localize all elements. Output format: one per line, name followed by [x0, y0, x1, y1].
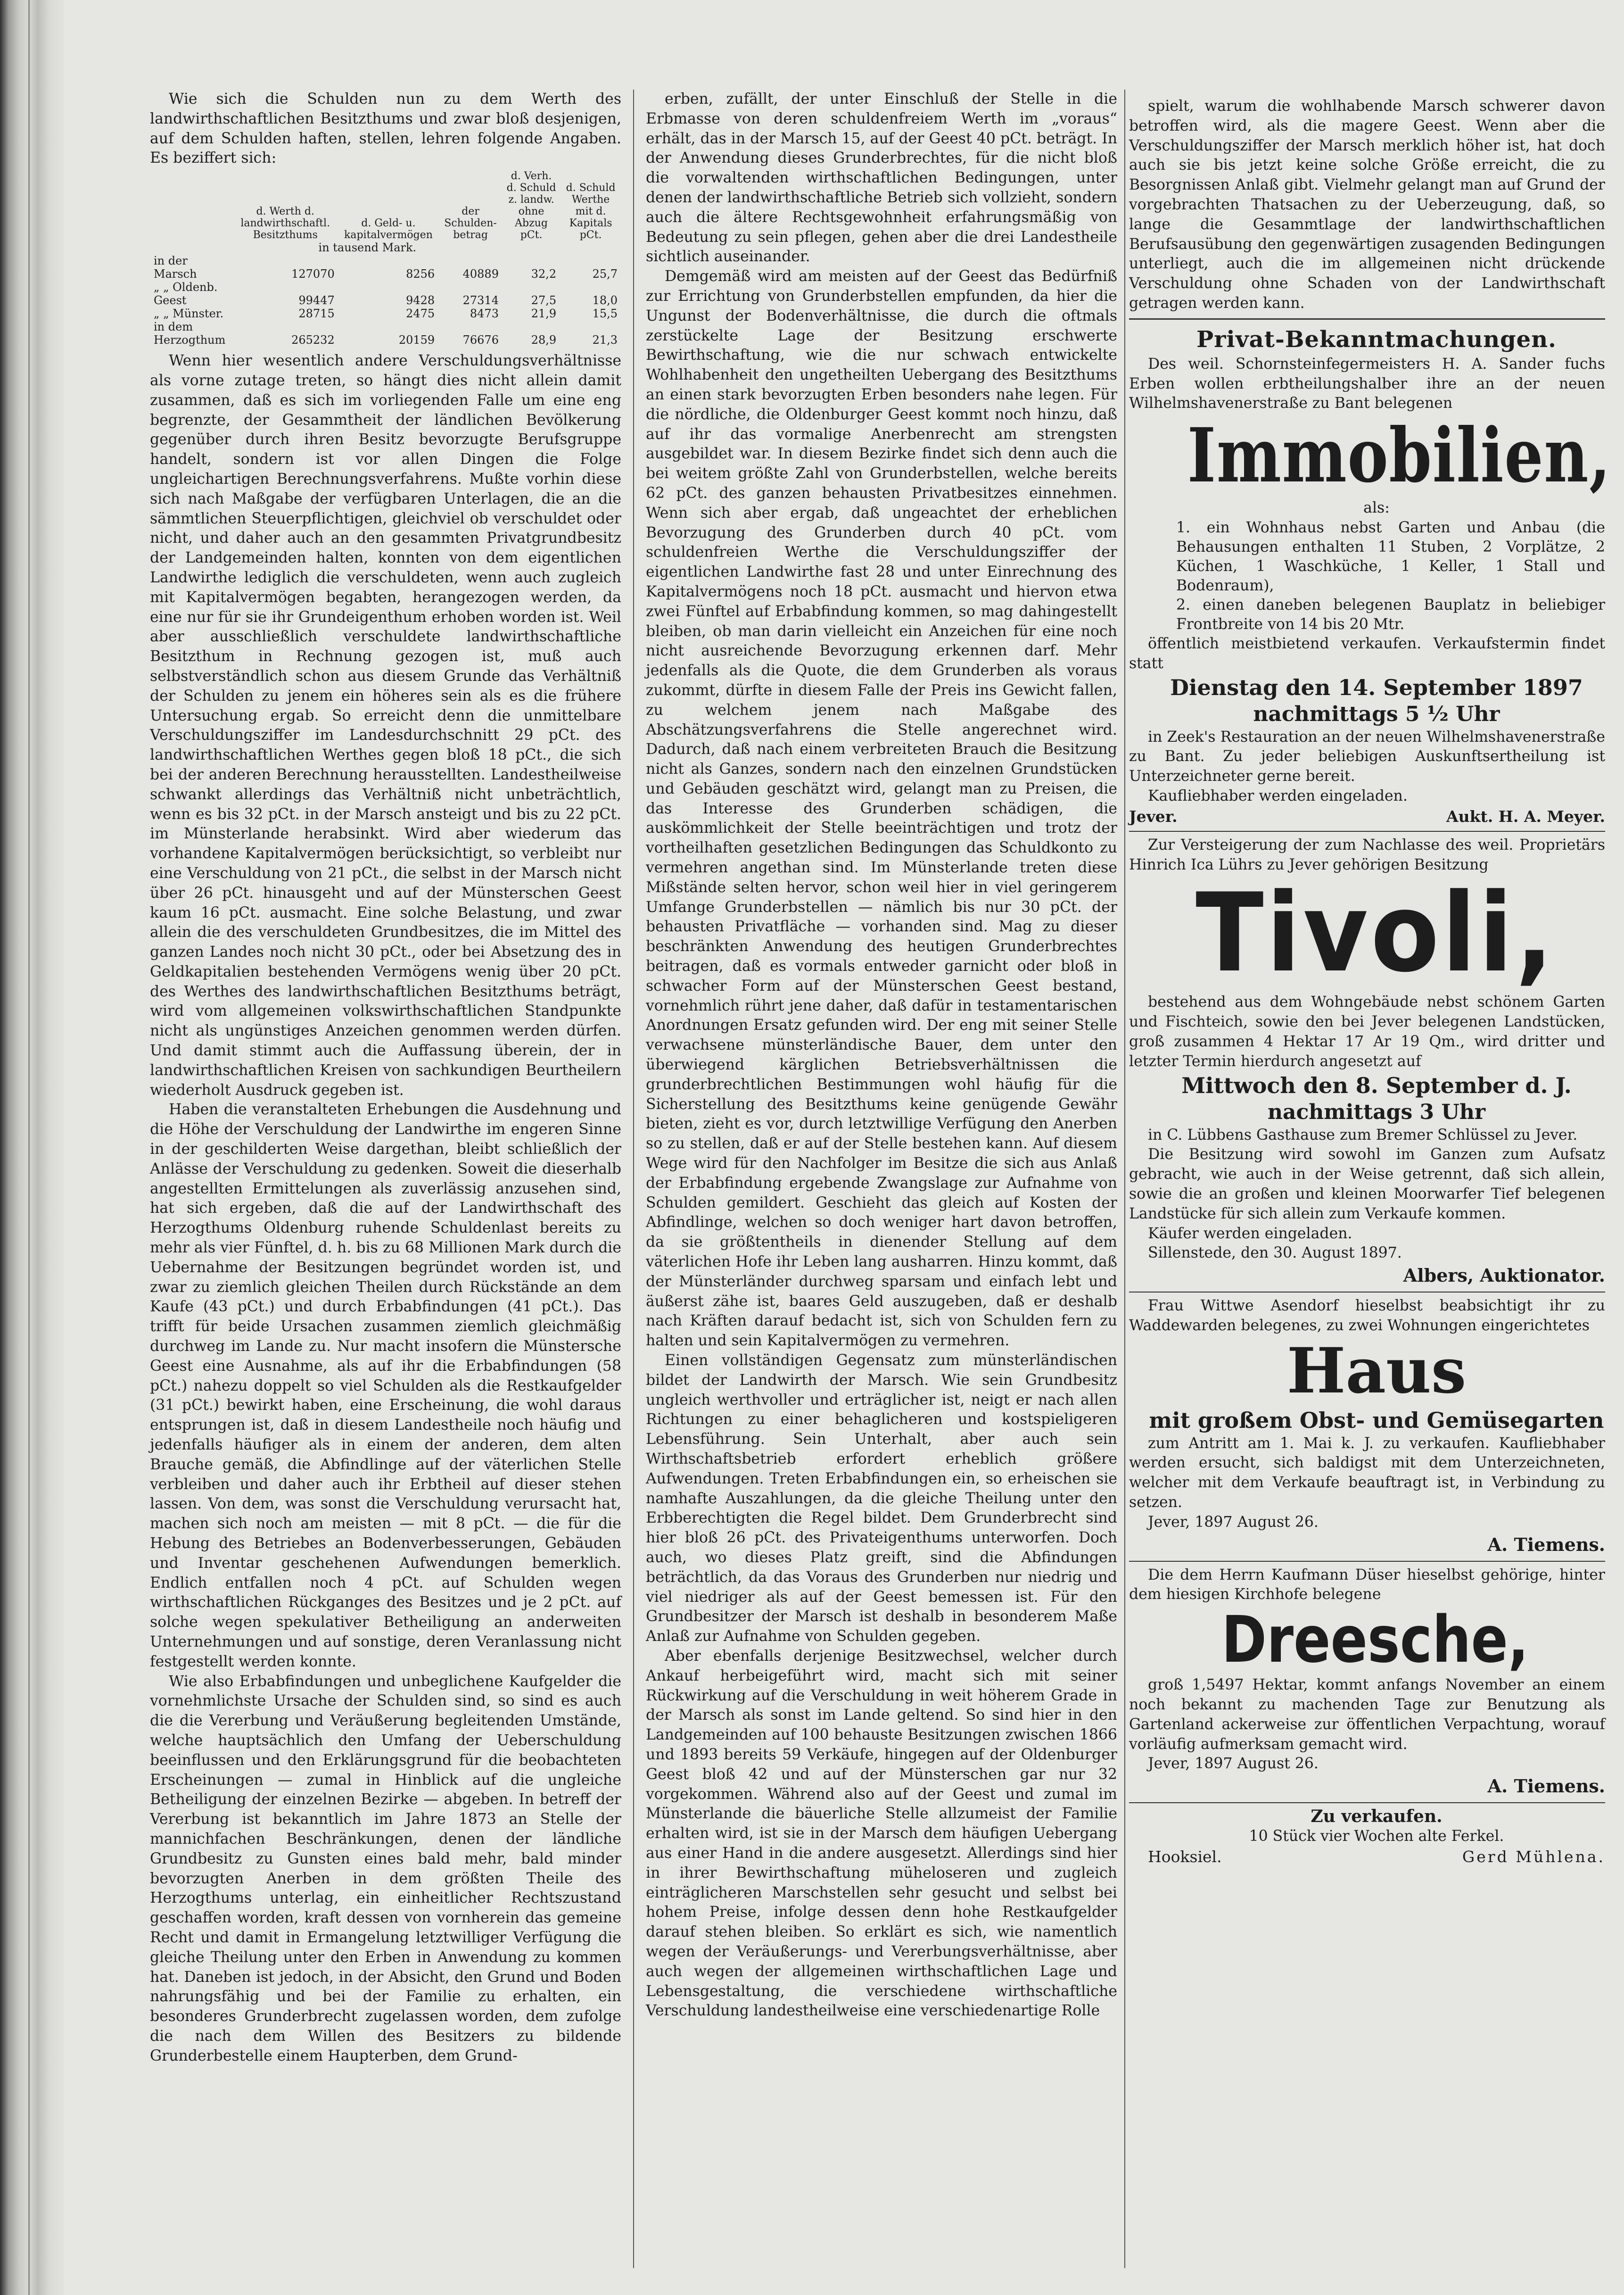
table-cell: 28,9 [531, 333, 557, 347]
col1-paragraph-2: Wenn hier wesentlich andere Verschuldungsverhältnisse als vorne zutage treten, so hängt dies nicht allein damit zusammen, daß es sich im vorliegenden Falle um eine eng begrenzte, der Gesammtheit der ländlichen Bevölkerung gegenüber durch ihren Besitz bevorzugte Berufsgruppe handelt, sondern ist vor allen Dingen die Folge ungleichartigen Berechnungsverfahrens. Mußte vorhin diese sich nach Maßgabe der verfügbaren Unterlagen, die an die sämmtlichen Steuerpflichtigen, gleichviel ob verschuldet oder nicht, und daher auch an den gesammten Privatgrundbesitz der Landgemeinden halten, konnten von dem eigentlichen Landwirthe lediglich die verschuldeten, wenn auch zugleich mit Kapitalvermögen begabten, herangezogen werden, da eine nur für sie ihr Grundeigenthum erhoben worden ist. Weil aber ausschließlich verschuldete landwirthschaftliche Besitzthum in Rechnung gezogen ist, muß auch selbstverständlich schon aus diesem Grunde das Verhältniß der Schulden zu jenem ein höheres sein als es die frühere Untersuchung ergab. So erreicht denn die unmittelbare Verschuldungsziffer im Landesdurchschnitt 29 pCt. des landwirthschaftlichen Werthes gegen bloß 18 pCt., die sich bei der anderen Berechnung herausstellten. Landestheilweise schwankt allerdings das Verhältniß nicht unbeträchtlich, wenn es bis 32 pCt. in der Marsch ansteigt und bis zu 22 pCt. im Münsterlande herabsinkt. Wird aber wiederum das vorhandene Kapitalvermögen berücksichtigt, so verbleibt nur eine Verschuldung von 21 pCt., die selbst in der Marsch nicht über 26 pCt. hinausgeht und auf der Münsterschen Geest kaum 16 pCt. ausmacht. Eine solche Belastung, und zwar allein die des verschuldeten Grundbesitzes, die im Mittel des ganzen Landes noch nicht 30 pCt., oder bei Absetzung des in Geldkapitalien bestehenden Vermögens wenig über 20 pCt. des Werthes des landwirthschaftlichen Besitzthums beträgt, wird vom allgemeinen volkswirthschaftlichen Standpunkte nicht als ungünstiges Anzeichen genommen werden dürfen. Und damit stimmt auch die Auffassung überein, der in landwirthschaftlichen Kreisen von sachkundigen Beurtheilern wiederholt Ausdruck gegeben ist. [150, 352, 621, 1099]
ad-title: Tivoli, [1195, 870, 1556, 997]
table-cell: 18,0 [592, 294, 618, 307]
ad-invite: Käufer werden eingeladen. [1148, 1225, 1352, 1242]
col1-paragraph-3: Haben die veranstalteten Erhebungen die Ausdehnung und die Höhe der Verschuldung der Landwirthe im engeren Sinne in der geschilderten Weise dargethan, bleibt schließlich der Anlässe der Verschuldung zu gedenken. Soweit die dieserhalb angestellten Ermittelungen als zuverlässig anzusehen sind, hat sich ergeben, daß die auf der Landwirthschaft des Herzogthums Oldenburg ruhende Schuldenlast bereits zu mehr als vier Fünftel, d. h. bis zu 68 Millionen Mark durch die Uebernahme der Besitzungen begründet worden ist, und zwar zu ziemlich gleichen Theilen durch Rückstände an dem Kaufe (43 pCt.) und durch Erbabfindungen (41 pCt.). Das trifft für beide Ursachen zusammen ziemlich gleichmäßig durchweg im Lande zu. Nur macht insofern die Münstersche Geest eine Ausnahme, als auf ihr die Erbabfindungen (58 pCt.) nahezu doppelt so viel Schulden als die Restkaufgelder (31 pCt.) bewirkt haben, eine Erscheinung, die wohl daraus entsprungen ist, daß in diesem Landestheile noch häufig und jedenfalls häufiger als in einem der anderen, dem alten Brauche gemäß, die Abfindlinge auf der väterlichen Stelle verbleiben und daher auch ihr Erbtheil auf dieser stehen lassen. Von dem, was sonst die Verschuldung verursacht hat, machen sich noch am meisten — mit 8 pCt. — die für die Hebung des Betriebes an Bodenverbesserungen, Gebäuden und Inventar geschehenen Aufwendungen bemerklich. Endlich entfallen noch 4 pCt. auf Schulden wegen wirthschaftlichen Rückganges des Besitzes und je 2 pCt. auf solche wegen spekulativer Betheiligung an anderweiten Unternehmungen und auf sonstige, deren Veranlassung nicht festgestellt werden konnte. [150, 1101, 621, 1670]
table-cell: 265232 [291, 333, 335, 347]
ad-body: zum Antritt am 1. Mai k. J. zu verkaufen. Kaufliebhaber werden ersucht, sich baldigst mit dem Unterzeichneten, welcher mit dem Verkaufe beauftragt ist, in Verbindung zu setzen. [1129, 1434, 1605, 1511]
table-header: d. Geld- u. kapitalvermögen [344, 217, 433, 241]
col2-paragraph-3: Einen vollständigen Gegensatz zum münsterländischen bildet der Landwirth der Marsch. Wie sein Grundbesitz ungleich werthvoller und erträglicher ist, neigt er nach allen Richtungen zu einer behaglicheren und kostspieligeren Lebensführung. Sein Unterhalt, aber auch sein Wirthschaftsbetrieb erfordert erheblich größere Aufwendungen. Treten Erbabfindungen ein, so erheischen sie namhafte Auszahlungen, da die gleiche Theilung unter den Erbberechtigten die Regel bildet. Dem Grunderbrecht sind hier bloß 26 pCt. des Privateigenthums unterworfen. Doch auch, wo dieses Platz greift, sind die Abfindungen beträchtlich, da das Voraus des Grunderben nur niedrig und viel niedriger als auf der Geest bemessen ist. Für den Grundbesitzer der Marsch ist deshalb in besonderem Maße Anlaß zur Aufnahme von Schulden gegeben. [646, 1352, 1117, 1645]
ad-sign-name: Gerd Mühlena. [1462, 1847, 1605, 1866]
table-cell: 40889 [462, 267, 499, 281]
table-cell: 21,3 [592, 333, 618, 347]
table-cell: 20159 [398, 333, 435, 347]
table-cell: 27314 [462, 294, 499, 307]
table-cell: 32,2 [531, 267, 557, 281]
table-row [150, 307, 621, 320]
table-cell: „ „ Oldenb. Geest [154, 281, 218, 307]
table-cell: 21,9 [531, 307, 557, 321]
ad-text: bestehend aus dem Wohngebäude nebst schönem Garten und Fischteich, sowie den bei Jever belegenen Landstücken, groß zusammen 4 Hektar 17 Ar 19 Qm., wird dritter und letzter Termin hierdurch angesetzt auf [1129, 994, 1605, 1070]
ad-divider [1129, 831, 1605, 832]
ad-als: als: [1363, 499, 1390, 517]
ad-sign-name: Aukt. H. A. Meyer. [1446, 807, 1605, 826]
table-cell: 8256 [406, 267, 435, 281]
ad-body: 10 Stück vier Wochen alte Ferkel. [1249, 1828, 1504, 1845]
ad-intro: Die dem Herrn Kaufmann Düser hieselbst gehörige, hinter dem hiesigen Kirchhofe belegene [1129, 1566, 1605, 1603]
ad-place-date: Jever, 1897 August 26. [1148, 1513, 1319, 1531]
column-2 [646, 90, 1117, 2021]
table-cell: 2475 [406, 307, 435, 321]
table-cell: 25,7 [592, 267, 618, 281]
ad-body: Die Besitzung wird sowohl im Ganzen zum Aufsatz gebracht, wie auch in der Weise getrennt, daß sich allein, sowie die an großen und kleinen Moorwarfer Tief belegenen Landstücke für sich allein zum Verkaufe kommen. [1129, 1146, 1605, 1222]
table-header-row [150, 170, 621, 241]
table-cell: in dem Herzogthum [154, 320, 226, 347]
table-cell: 76676 [462, 333, 499, 347]
table-cell: 9428 [406, 294, 435, 307]
ad-ferkel [1129, 1807, 1605, 1867]
table-cell: in der Marsch [154, 254, 197, 281]
col2-paragraph-1: erben, zufällt, der unter Einschluß der Stelle in die Erbmasse von deren schuldenfreiem Werth im „voraus“ erhält, das in der Marsch 15, auf der Geest 40 pCt. beträgt. In der Anwendung dieses Grunderbrechtes, für die nicht bloß die vorwaltenden wirthschaftlichen Bedingungen, unter denen der landwirthschaftliche Betrieb sich vollzieht, sondern auch die ältere Rechtsgewohnheit erfahrungsmäßig von Bedeutung zu sein pflegen, gehen aber die drei Landestheile sichtlich auseinander. [646, 91, 1117, 265]
ad-divider [1129, 1561, 1605, 1562]
table-cell: 8473 [470, 307, 499, 321]
table-header: d. Schuld Werthe mit d. Kapitals pCt. [566, 182, 616, 241]
ad-item-list [1129, 518, 1605, 634]
ad-signature [1129, 806, 1605, 827]
ad-body: groß 1,5497 Hektar, kommt anfangs November an einem noch bekannt zu machenden Tage zur Benutzung als Gartenland ackerweise zur öffentlichen Verpachtung, worauf vorläufig aufmerksam gemacht wird. [1129, 1676, 1605, 1753]
table-cell: 15,5 [592, 307, 618, 321]
ad-date: Dienstag den 14. September 1897 [1170, 674, 1583, 700]
table-header [150, 170, 232, 241]
table-row [150, 281, 621, 307]
table-cell: „ „ Münster. [154, 307, 224, 321]
ad-signature: A. Tiemens. [1487, 1533, 1605, 1555]
table-cell: 28715 [298, 307, 335, 321]
section-divider [1129, 318, 1605, 320]
table-row [150, 320, 621, 347]
table-cell: 99447 [298, 294, 335, 307]
col1-paragraph-4: Wie also Erbabfindungen und unbeglichene Kaufgelder die vornehmlichste Ursache der Schulden sind, so sind es auch die die Vererbung und Veräußerung begleitenden Umstände, welche hauptsächlich den Umfang der Ueberschuldung beeinflussen und den Erklärungsgrund für die beobachteten Erscheinungen — zumal in Hinblick auf die ungleiche Betheiligung der einzelnen Bezirke — abgeben. In betreff der Vererbung ist bekanntlich im Jahre 1873 an Stelle der mannichfachen Beschränkungen, denen der ländliche Grundbesitz zu Gunsten eines bald mehr, bald minder bevorzugten Anerben in dem größten Theile des Herzogthums unterlag, ein einheitlicher Rechtszustand geschaffen worden, kraft dessen von vornherein das gemeine Recht und damit in Ermangelung letztwilliger Verfügung die gleiche Theilung unter den Erben in Anwendung zu kommen hat. Daneben ist jedoch, in der Absicht, den Grund und Boden nahrungsfähig und bei der Familie zu erhalten, ein besonderes Grunderbrecht zugelassen worden, dem zufolge die nach dem Willen des Besitzers zu bildende Grunderbestelle einem Haupterben, dem Grund- [150, 1673, 621, 2064]
ad-title: Immobilien, [1187, 412, 1611, 500]
col2-paragraph-2: Demgemäß wird am meisten auf der Geest das Bedürfniß zur Errichtung von Grunderbstellen empfunden, da hier die Ungunst der Bodenverhältnisse, die durch die oftmals zerstückelte Lage der Besitzung erschwerte Bewirthschaftung, wie die nur schwach entwickelte Wohlhabenheit den ungetheilten Uebergang des Besitzthums an einen stark bevorzugten Erben besonders nahe legen. Für die nördliche, die Oldenburger Geest kommt noch hinzu, daß auf ihr das vormalige Anerbenrecht am strengsten ausgebildet war. In diesem Bezirke findet sich denn auch die bei weitem größte Zahl von Grunderbstellen, welche bereits 62 pCt. des ganzen behausten Privatbesitzes einnehmen. Wenn sich aber ergab, daß ungeachtet der erheblichen Bevorzugung des Grunderben durch 40 pCt. vom schuldenfreien Werthe die Verschuldungsziffer der eigentlichen Landwirthe fast 28 und unter Einrechnung des Kapitalvermögens noch 18 pCt. ausmacht und hiervon etwa zwei Fünftel auf Erbabfindung kommen, so mag dahingestellt bleiben, ob man darin vielleicht ein Anzeichen für eine noch nicht ausreichende Bevorzugung erkennen darf. Mehr jedenfalls als die Quote, die dem Grunderben als voraus zukommt, dürfte in diesem Falle der Preis ins Gewicht fallen, zu welchem jenem nach Maßgabe des Abschätzungsverfahrens die Stelle angerechnet wird. Dadurch, daß nach einem verbreiteten Brauch die Besitzung nicht als Ganzes, sondern nach den einzelnen Grundstücken und Gebäuden geschätzt wird, gelangt man zu Preisen, die das Interesse des Grunderben schädigen, die auskömmlichkeit der Stelle beeinträchtigen und trotz der vortheilhaften gesetzlichen Bedingungen das Schuldkonto zu vermehren angethan sind. Im Münsterlande treten diese Mißstände selten hervor, schon weil hier in viel geringerem Umfange Grunderbstellen — nämlich bis nur 30 pCt. der behausten Privatfläche — vorhanden sind. Mag zu dieser beschränkten Anwendung des heutigen Grunderbrechtes beitragen, daß es vormals entweder garnicht oder bloß in schwacher Form auf der Münsterschen Geest bestand, vornehmlich rührt jene daher, daß dafür in testamentarischen Anordnungen Ersatz gefunden wird. Der eng mit seiner Stelle verwachsene münsterländische Bauer, dem unter den überwiegend kärglichen Betriebsverhältnissen die grunderbrechtlichen Bestimmungen wohl häufig für die Sicherstellung des Besitzthums keine genügende Gewähr bieten, zieht es vor, durch letztwillige Verfügung den Anerben so zu stellen, daß er auf der Stelle bestehen kann. Auf diesem Wege wird für den Nachfolger im Besitze die sich aus Anlaß der Erbabfindung ergebende Zwangslage zur Aufnahme von Schulden gemildert. Geschieht das gleich auf Kosten der Abfindlinge, welchen so doch weniger hart davon betroffen, da sie größtentheils in dienender Stellung auf dem väterlichen Hofe ihr Leben lang ausharren. Hinzu kommt, daß der Münsterländer durchweg sparsam und einfach lebt und äußerst zähe ist, baares Geld auszugeben, daß er deshalb nach Kräften darauf bedacht ist, sich von Schulden fern zu halten und sein Kapitalvermögen zu vermehren. [646, 268, 1117, 1350]
col2-paragraph-4: Aber ebenfalls derjenige Besitzwechsel, welcher durch Ankauf herbeigeführt wird, macht sich mit seiner Rückwirkung auf die Verschuldung in weit höherem Grade in der Marsch als sonst im Lande geltend. So sind hier in den Landgemeinden auf 100 behauste Besitzungen zwischen 1866 und 1893 bereits 59 Verkäufe, hingegen auf der Oldenburger Geest bloß 42 und auf der Münsterschen gar nur 32 vorgekommen. Während also auf der Geest und zumal im Münsterlande die bäuerliche Stelle allzumeist der Familie erhalten wird, ist sie in der Marsch dem häufigen Uebergang aus einer Hand in die andere ausgesetzt. Allerdings sind hier in ihrer Bewirthschaftung müheloseren und zugleich einträglicheren Marschstellen sehr gesucht und selbst bei hohem Preise, infolge dessen denn hohe Restkaufgelder darauf stehen bleiben. So erklärt es sich, wie namentlich wegen der Veräußerungs- und Vererbungsverhältnisse, aber auch wegen der allgemeinen wirthschaftlichen Lage und Lebensgestaltung, die verschiedene wirthschaftliche Verschuldung landestheilweise eine verschiedenartige Rolle [646, 1647, 1117, 2020]
ad-date: Mittwoch den 8. September d. J. [1181, 1072, 1572, 1098]
ad-text: öffentlich meistbietend verkaufen. Verkaufstermin findet statt [1129, 635, 1605, 672]
ad-signature [1129, 1847, 1605, 1867]
ad-intro: Des weil. Schornsteinfegermeisters H. A. Sander fuchs Erben wollen erbtheilungshalber ihre an der neuen Wilhelmshavenerstraße zu Bant belegenen [1129, 355, 1605, 412]
ad-heading: Zu verkaufen. [1311, 1806, 1443, 1827]
ad-place: in C. Lübbens Gasthause zum Bremer Schlüssel zu Jever. [1148, 1126, 1578, 1143]
ad-invite: Kaufliebhaber werden eingeladen. [1148, 787, 1408, 804]
list-item: 1. ein Wohnhaus nebst Garten und Anbau (die Behausungen enthalten 11 Stuben, 2 Vorplätze, 2 Küchen, 1 Waschküche, 1 Keller, 1 Stall und Bodenraum), [1176, 519, 1605, 594]
column-divider [1124, 90, 1125, 2268]
ad-dreesche [1129, 1566, 1605, 1799]
ad-intro: Zur Versteigerung der zum Nachlasse des weil. Proprietärs Hinrich Ica Lührs zu Jever gehörigen Besitzung [1129, 836, 1605, 873]
table-unit: in tausend Mark. [318, 241, 417, 255]
ad-tivoli [1129, 836, 1605, 1288]
ad-place: in Zeek's Restauration an der neuen Wilhelmshavenerstraße zu Bant. Zu jeder beliebigen Auskunftsertheilung ist Unterzeichneter gerne bereit. [1129, 728, 1605, 785]
table-header: d. Verh. d. Schuld z. landw. ohne Abzug pCt. [506, 170, 556, 241]
ad-place-date: Jever, 1897 August 26. [1148, 1755, 1319, 1773]
table-header: der Schulden-betrag [444, 206, 497, 241]
ad-haus [1129, 1296, 1605, 1557]
ad-title: Haus [1286, 1334, 1467, 1408]
book-binding [0, 0, 64, 2295]
ad-time: nachmittags 3 Uhr [1267, 1100, 1486, 1124]
column-3 [1129, 97, 1611, 1867]
table-cell: 127070 [291, 267, 335, 281]
ad-subtitle: mit großem Obst- und Gemüsegarten [1149, 1407, 1604, 1433]
col3-paragraph-1: spielt, warum die wohlhabende Marsch schwerer davon betroffen wird, als die magere Geest. Wenn aber die Verschuldungsziffer der Marsch merklich höher ist, hat doch auch sie bis jetzt keine solche Größe erreicht, die zu Besorgnissen Anlaß gibt. Vielmehr gelangt man auf Grund der vorgebrachten Thatsachen zu der Ueberzeugung, daß, so lange die Gesammtlage der landwirthschaftlichen Berufsausübung den gegenwärtigen zusagenden Bedingungen unterliegt, auch die im allgemeinen nicht drückende Verschuldung ohne Schaden von der Landwirthschaft getragen werden kann. [1129, 98, 1605, 312]
table-unit-row [150, 241, 621, 254]
list-item: 2. einen daneben belegenen Bauplatz in beliebiger Frontbreite von 14 bis 20 Mtr. [1176, 596, 1605, 633]
ad-time: nachmittags 5 ½ Uhr [1253, 702, 1500, 726]
column-1 [150, 90, 621, 2066]
table-header: d. Werth d. landwirthschaftl. Besitzthums [240, 206, 330, 241]
debt-statistics-table [150, 170, 621, 347]
table-cell: 27,5 [531, 294, 557, 307]
private-announcements-heading: Privat-Bekanntmachungen. [1196, 326, 1557, 353]
ad-signature: Albers, Auktionator. [1403, 1265, 1605, 1286]
ad-divider [1129, 1802, 1605, 1803]
col1-paragraph-1: Wie sich die Schulden nun zu dem Werth des landwirthschaftlichen Besitzthums und zwar bloß desjenigen, auf dem Schulden haften, stellen, lehren folgende Angaben. Es beziffert sich: [150, 91, 621, 167]
column-divider [633, 90, 634, 2268]
ad-title: Dreesche, [1221, 1603, 1529, 1678]
ad-sign-place: Jever. [1129, 807, 1178, 826]
ad-place-date: Sillenstede, den 30. August 1897. [1148, 1244, 1402, 1262]
ad-immobilien [1129, 324, 1611, 827]
ad-sign-place: Hooksiel. [1148, 1847, 1222, 1866]
ad-intro: Frau Wittwe Asendorf hieselbst beabsichtigt ihr zu Waddewarden belegenes, zu zwei Wohnungen eingerichtetes [1129, 1297, 1605, 1334]
ad-signature: A. Tiemens. [1487, 1775, 1605, 1797]
table-row [150, 254, 621, 281]
